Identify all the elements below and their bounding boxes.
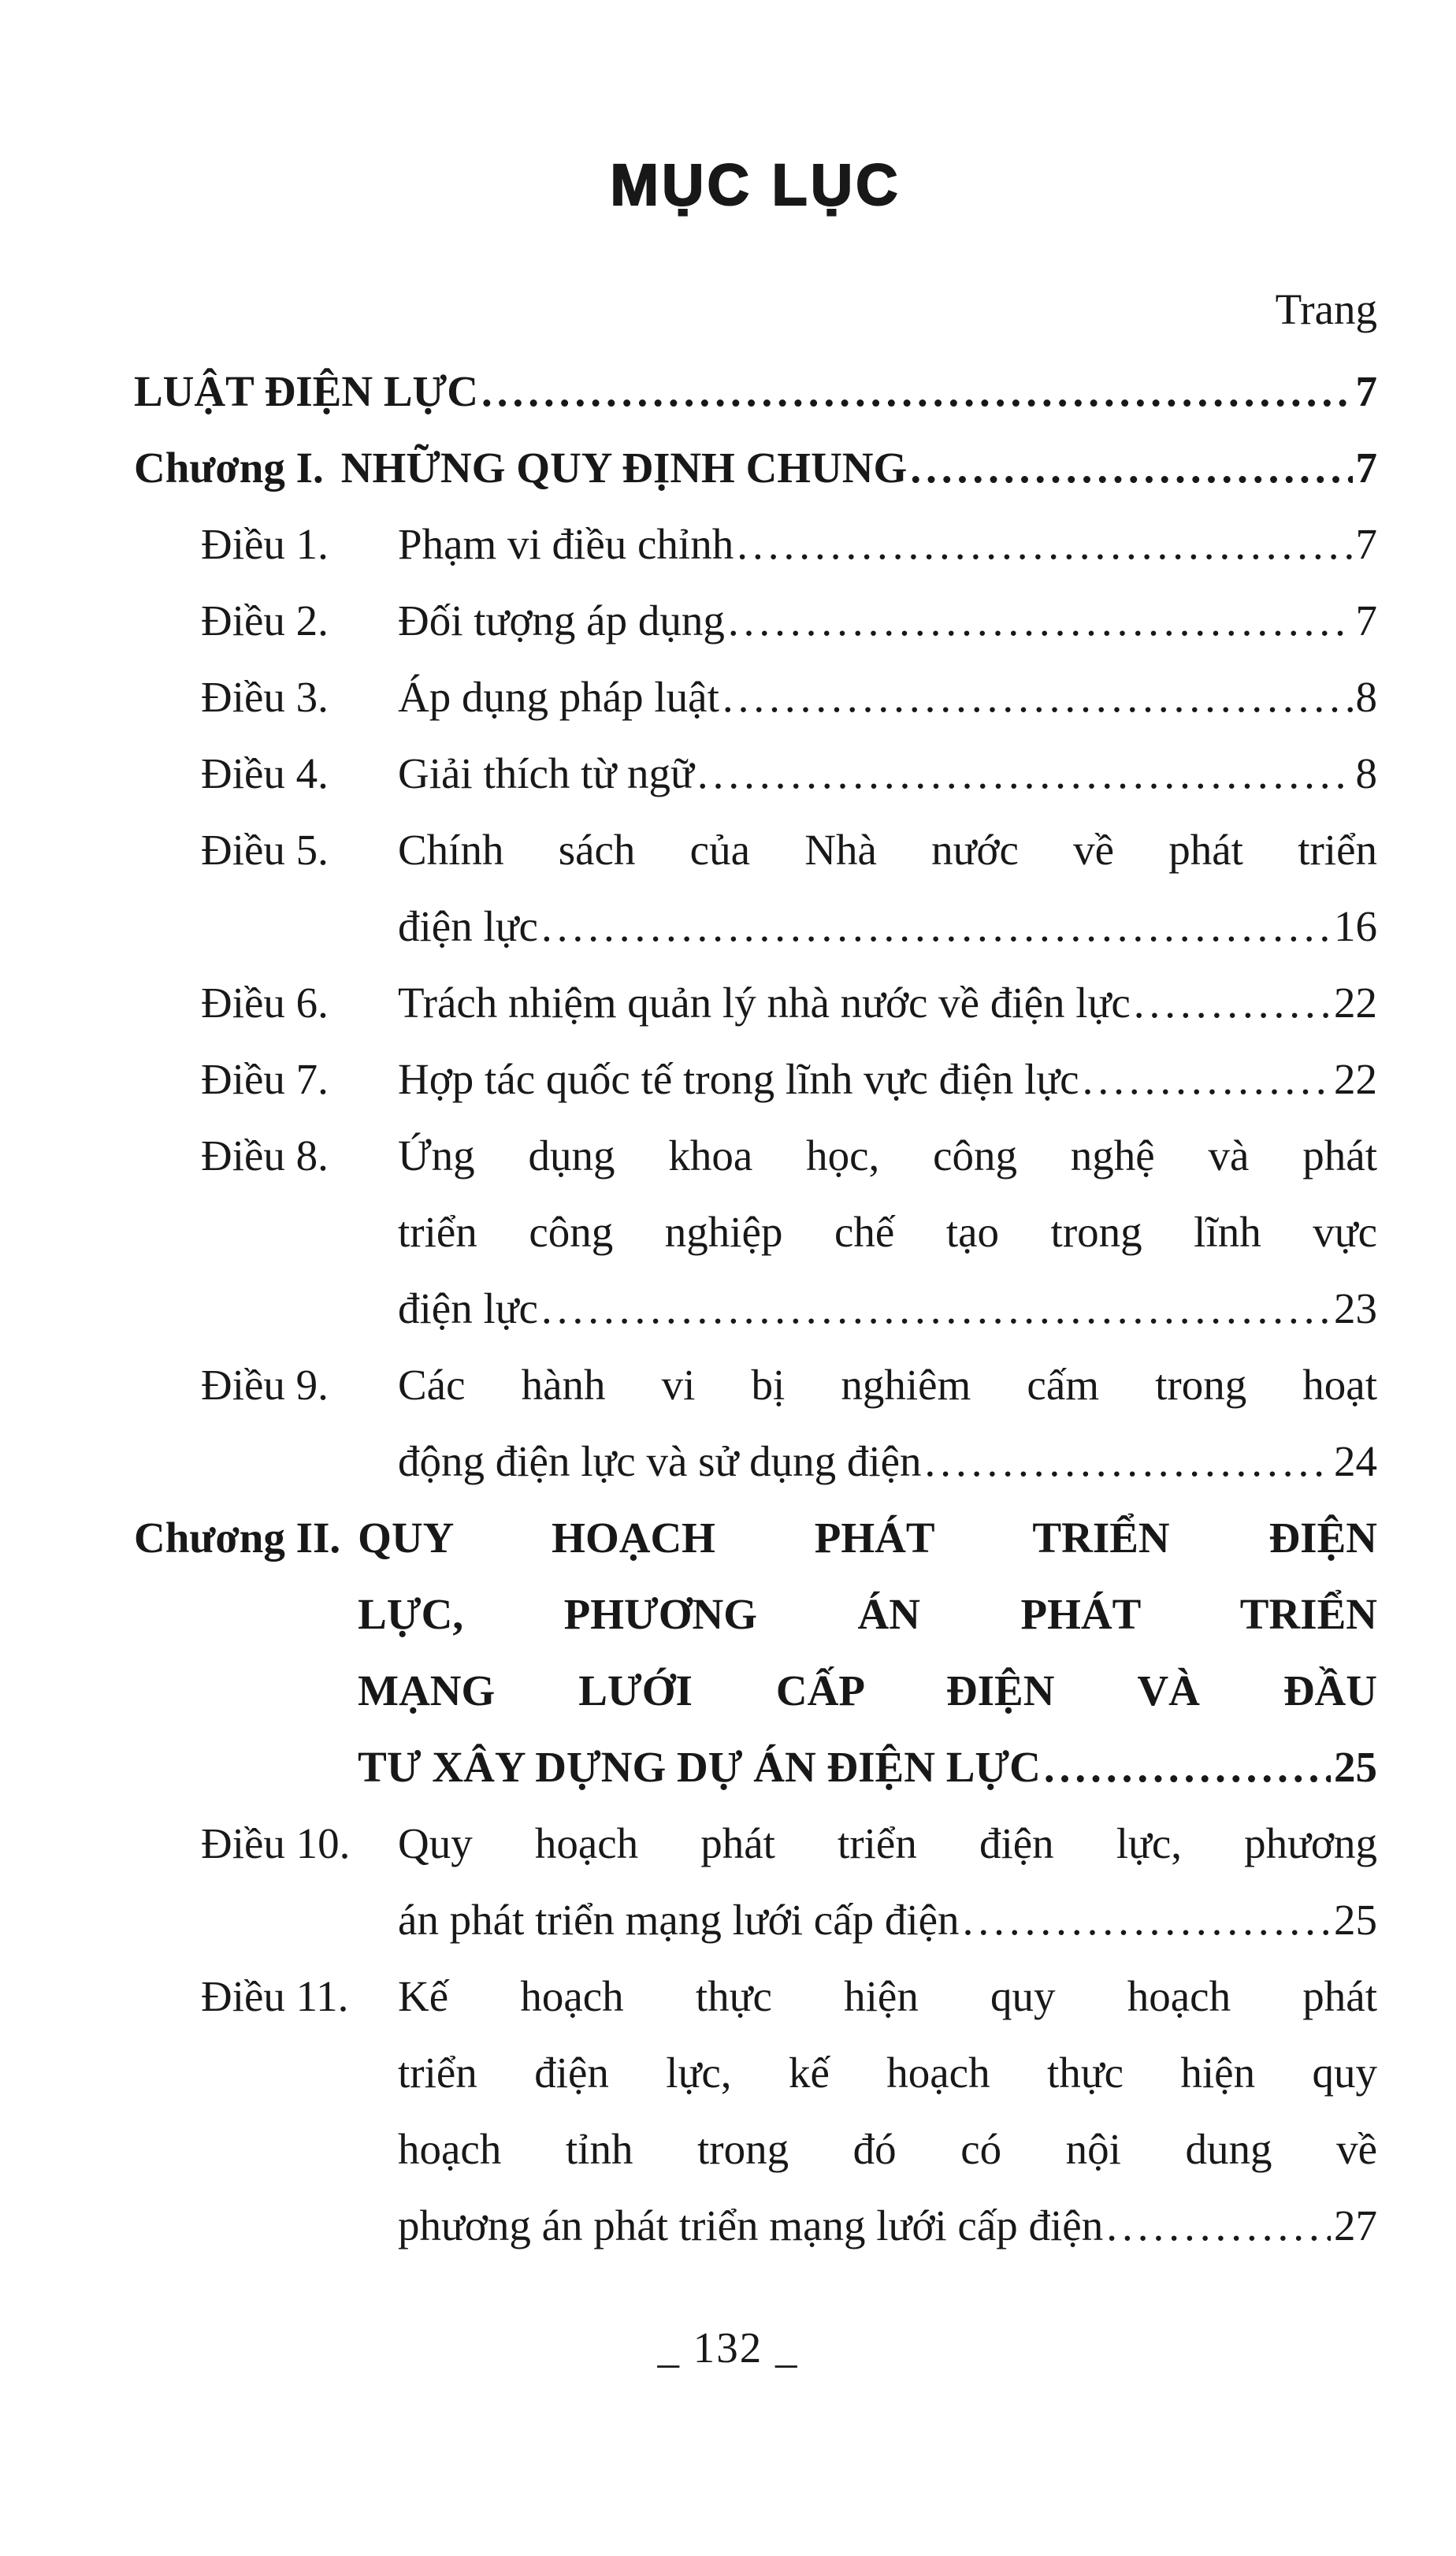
dot-leader (1083, 1041, 1331, 1117)
page-number: 8 (1355, 749, 1377, 797)
entry-label: Chương II. (134, 1514, 341, 1562)
entry-title: NHỮNG QUY ĐỊNH CHUNG (340, 444, 908, 492)
entry-line (398, 888, 1377, 964)
entry-title: Áp dụng pháp luật (398, 673, 719, 721)
page-title: MỤC LỤC (610, 152, 901, 217)
entry-label: Điều 4. (201, 749, 329, 797)
entry-line: Các hành vi bị nghiêm cấm trong hoạt (398, 1361, 1377, 1409)
entry-label: Điều 10. (201, 1819, 351, 1867)
entry-label: Chương I. (134, 444, 324, 492)
dot-leader (541, 888, 1331, 964)
entry-line (398, 1041, 1377, 1117)
entry-line (358, 1729, 1377, 1805)
entry-title: phương án phát triển mạng lưới cấp điện (398, 2201, 1104, 2250)
page-number: 7 (1355, 596, 1377, 645)
entry-content (358, 1499, 1377, 1805)
toc-entry-dieu-1 (134, 506, 1377, 582)
entry-line: Kế hoạch thực hiện quy hoạch phát (398, 1972, 1377, 2020)
entry-content (134, 353, 1377, 429)
dot-leader (1044, 1729, 1331, 1805)
entry-title: điện lực (398, 902, 538, 950)
toc-entry-dieu-5 (134, 812, 1377, 964)
dot-leader (541, 1270, 1331, 1347)
dot-leader (1134, 964, 1331, 1041)
page-column-header: Trang (1275, 285, 1377, 333)
entry-line: hoạch tỉnh trong đó có nội dung về (398, 2125, 1377, 2173)
entry-label: Điều 5. (201, 826, 329, 874)
entry-title: Trách nhiệm quản lý nhà nước về điện lực (398, 979, 1131, 1027)
toc-entry-dieu-10 (134, 1805, 1377, 1958)
entry-content (398, 812, 1377, 964)
entry-line (398, 659, 1377, 735)
entry-content (398, 735, 1377, 812)
entry-title: TƯ XÂY DỰNG DỰ ÁN ĐIỆN LỰC (358, 1743, 1041, 1791)
entry-line (398, 506, 1377, 582)
page-number: 8 (1355, 673, 1377, 721)
page-number: 22 (1334, 1055, 1377, 1103)
entry-line: Ứng dụng khoa học, công nghệ và phát (398, 1131, 1377, 1180)
entry-label: Điều 6. (201, 979, 329, 1027)
entry-content (398, 506, 1377, 582)
page-number: 23 (1334, 1284, 1377, 1332)
dot-leader (481, 353, 1352, 429)
entry-content (398, 1041, 1377, 1117)
dot-leader (1106, 2187, 1331, 2264)
entry-line (398, 964, 1377, 1041)
entry-label: Điều 9. (201, 1361, 329, 1409)
toc-entry-dieu-4 (134, 735, 1377, 812)
page-number: 24 (1334, 1437, 1377, 1485)
dot-leader (910, 429, 1352, 506)
entry-content (398, 1958, 1377, 2264)
entry-line: QUY HOẠCH PHÁT TRIỂN ĐIỆN (358, 1514, 1377, 1562)
page-footer-number: _ 132 _ (657, 2324, 799, 2372)
entry-line: LỰC, PHƯƠNG ÁN PHÁT TRIỂN (358, 1590, 1377, 1638)
entry-content (341, 429, 1377, 506)
entry-content (398, 659, 1377, 735)
entry-label: Điều 1. (201, 520, 329, 568)
table-of-contents (134, 353, 1377, 2264)
page-number: 27 (1334, 2201, 1377, 2250)
page-number: 16 (1334, 902, 1377, 950)
entry-content (398, 964, 1377, 1041)
dot-leader (963, 1882, 1331, 1958)
entry-line: triển công nghiệp chế tạo trong lĩnh vực (398, 1208, 1377, 1256)
entry-content (398, 1347, 1377, 1499)
entry-title: Hợp tác quốc tế trong lĩnh vực điện lực (398, 1055, 1079, 1103)
page-number: 7 (1355, 520, 1377, 568)
entry-label: Điều 2. (201, 596, 329, 645)
entry-title: điện lực (398, 1284, 538, 1332)
page-number: 25 (1334, 1743, 1377, 1791)
page-number: 7 (1355, 444, 1377, 492)
entry-line: Chính sách của Nhà nước về phát triển (398, 826, 1377, 874)
entry-line (398, 2187, 1377, 2264)
dot-leader (925, 1423, 1331, 1499)
entry-title: Giải thích từ ngữ (398, 749, 694, 797)
entry-line (398, 1882, 1377, 1958)
toc-entry-luat-dien-luc (134, 353, 1377, 429)
entry-line (398, 1270, 1377, 1347)
entry-line (341, 429, 1377, 506)
toc-entry-dieu-11 (134, 1958, 1377, 2264)
entry-title: LUẬT ĐIỆN LỰC (134, 367, 479, 415)
entry-label: Điều 7. (201, 1055, 329, 1103)
entry-line (134, 353, 1377, 429)
toc-entry-dieu-3 (134, 659, 1377, 735)
entry-title: Đối tượng áp dụng (398, 596, 725, 645)
entry-content (398, 1805, 1377, 1958)
toc-entry-dieu-7 (134, 1041, 1377, 1117)
entry-label: Điều 3. (201, 673, 329, 721)
entry-label: Điều 11. (201, 1972, 349, 2020)
toc-entry-dieu-2 (134, 582, 1377, 659)
page-number: 22 (1334, 979, 1377, 1027)
entry-line (398, 735, 1377, 812)
dot-leader (722, 659, 1353, 735)
toc-entry-dieu-9 (134, 1347, 1377, 1499)
entry-content (398, 582, 1377, 659)
entry-line: Quy hoạch phát triển điện lực, phương (398, 1819, 1377, 1867)
entry-line (398, 582, 1377, 659)
entry-line: MẠNG LƯỚI CẤP ĐIỆN VÀ ĐẦU (358, 1666, 1377, 1715)
dot-leader (737, 506, 1352, 582)
toc-entry-chuong-2 (134, 1499, 1377, 1805)
entry-content (398, 1117, 1377, 1347)
page-number: 25 (1334, 1896, 1377, 1944)
toc-entry-dieu-8 (134, 1117, 1377, 1347)
entry-label: Điều 8. (201, 1131, 329, 1180)
dot-leader (697, 735, 1353, 812)
entry-title: án phát triển mạng lưới cấp điện (398, 1896, 960, 1944)
dot-leader (728, 582, 1353, 659)
toc-entry-chuong-1 (134, 429, 1377, 506)
page-number: 7 (1355, 367, 1377, 415)
entry-title: Phạm vi điều chỉnh (398, 520, 734, 568)
entry-title: động điện lực và sử dụng điện (398, 1437, 922, 1485)
entry-line: triển điện lực, kế hoạch thực hiện quy (398, 2049, 1377, 2097)
toc-entry-dieu-6 (134, 964, 1377, 1041)
entry-line (398, 1423, 1377, 1499)
